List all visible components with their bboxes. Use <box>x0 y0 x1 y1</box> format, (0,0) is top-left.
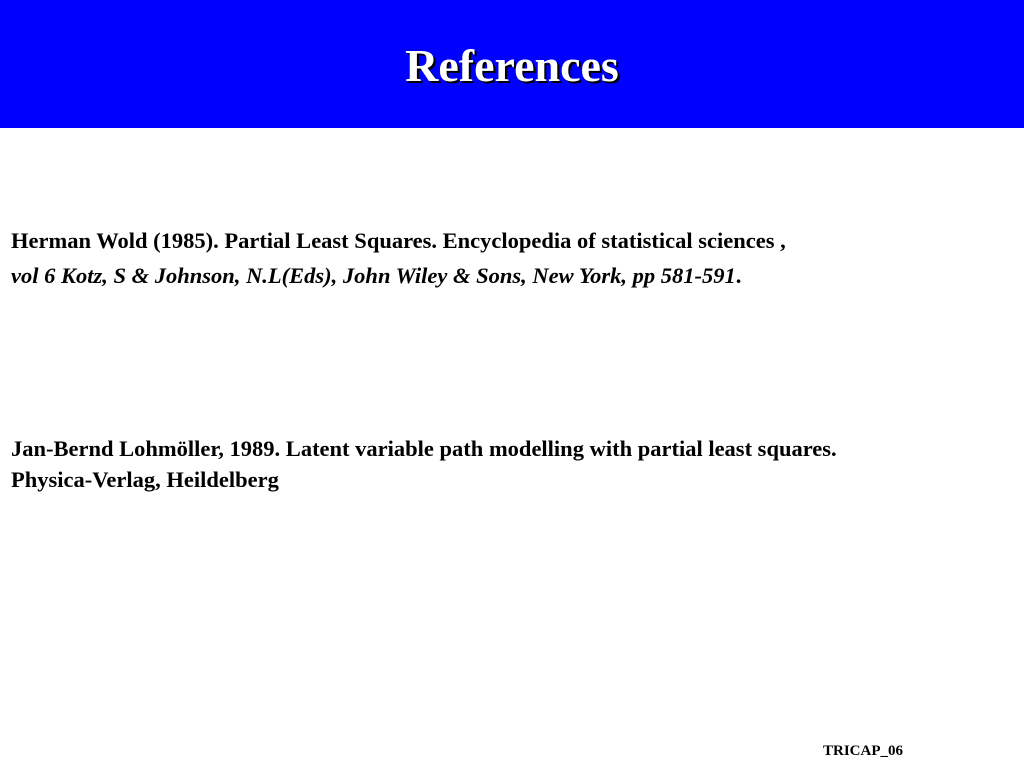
reference-wold-end: . <box>735 263 742 288</box>
reference-wold-line-2 <box>11 258 1011 293</box>
reference-lohmoller-line-2: Physica-Verlag, Heildelberg <box>11 467 279 492</box>
slide-footer-label: TRICAP_06 <box>822 743 903 759</box>
reference-wold <box>11 223 1011 293</box>
reference-wold-line-1: Herman Wold (1985). Partial Least Squares. Encyclopedia of statistical sciences , <box>11 228 786 253</box>
slide-title: References <box>405 40 619 91</box>
reference-wold-publication: vol 6 Kotz, S & Johnson, N.L(Eds), John Wiley & Sons, New York, pp 581-591 <box>11 263 736 288</box>
reference-lohmoller <box>11 433 1011 495</box>
reference-lohmoller-line-1: Jan-Bernd Lohmöller, 1989. Latent variable path modelling with partial least squares. <box>11 436 837 461</box>
